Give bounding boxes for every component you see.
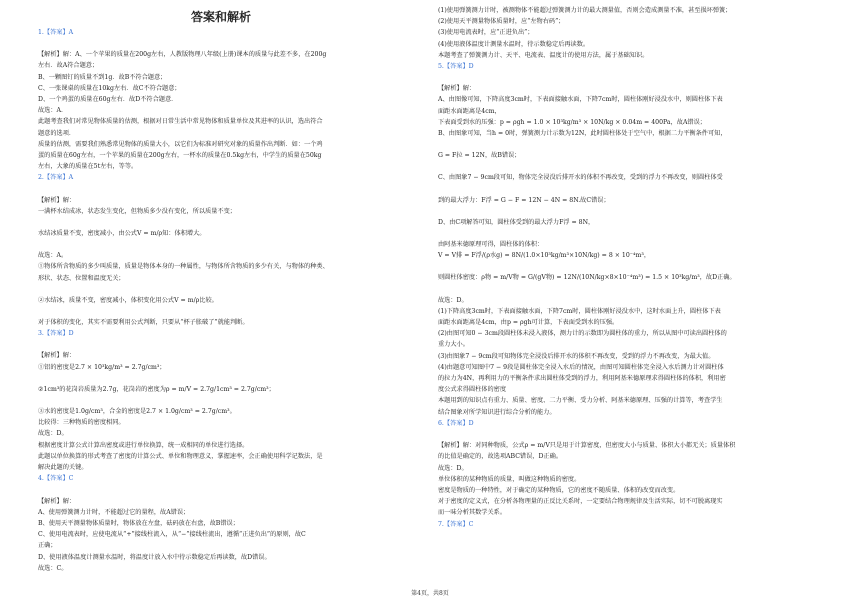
text-line: 左右，大象的质量在5t左右，等等。	[38, 163, 138, 171]
text-line: 形状、状态、位置和温度无关；	[38, 274, 125, 282]
text-line: 故选：D。	[438, 464, 468, 472]
answer-heading: 1.【答案】A	[38, 29, 74, 36]
text-line: ②水结冰，质量不变，密度减小，体积变化用公式V = m/ρ比较。	[38, 296, 218, 304]
text-line: 由阿基米德原理可得，圆柱体的体积：	[438, 241, 544, 249]
text-line: 此题考查我们对常见物体质量的估测，根据对日常生活中常见物体和质量单位及其进率的认识，选出符合	[38, 118, 323, 126]
text-line: (2)使用天平测量物体质量时，应“左物右码”；	[438, 18, 565, 26]
text-line: 结合图象对所学知识进行综合分析的能力。	[438, 408, 556, 416]
text-line: 本题用到的知识点有重力、质量、密度、二力平衡、受力分析、阿基米德原理、压强的计算等，考查学生	[438, 397, 723, 405]
text-line: 度公式求得圆柱体的密度	[438, 386, 507, 394]
text-line: 一满杯水结成冰，状态发生变化，但物质多少没有变化，所以质量不变；	[38, 207, 236, 215]
text-line: 【解析】解：	[38, 352, 76, 360]
page-footer: 第4页，共8页	[411, 590, 449, 597]
spacer	[38, 239, 404, 250]
text-line: V = V排 = F浮/(ρ水g) = 8N/(1.0×10³kg/m³×10N/kg) = 8 × 10⁻⁴m³，	[438, 252, 651, 260]
text-line: 则圆柱体密度：ρ物 = m/V物 = G/(gV物) = 12N/(10N/kg×8×10⁻⁴m³) = 1.5 × 10³kg/m³，故D正确。	[438, 274, 736, 282]
text-line: 下表面受到水的压强：p = ρgh = 1.0 × 10³kg/m³ × 10N/kg × 0.04m = 400Pa，故A错误；	[438, 118, 706, 126]
right-column	[438, 5, 833, 530]
text-line: 单位体积的某种物质的质量，叫做这种物质的密度。	[438, 475, 581, 483]
text-line: ②1cm³的花岗岩质量为2.7g，花岗岩的密度为ρ = m/V = 2.7g/1cm³ = 2.7g/cm³；	[38, 385, 275, 393]
text-line: C、一张课桌的质量在10kg左右．故C不符合题意；	[38, 84, 181, 92]
text-line: B、使用天平测量物体质量时，物体放在左盘，砝码放在右盘，故B错误；	[38, 519, 239, 527]
text-line: 质量的估测，需要我们熟悉常见物体的质量大小，以它们为标准对研究对象的质量作出判断．如：一个鸡	[38, 140, 323, 148]
left-content	[38, 27, 404, 574]
text-line: 【解析】解：	[438, 85, 476, 93]
spacer	[38, 284, 404, 295]
text-line: 面距水面距离是4cm，	[438, 107, 501, 115]
spacer	[438, 228, 833, 239]
text-line: A、由图像可知，下降高度3cm时，下表面接触水面，下降7cm时，圆柱体刚好浸没水中，则圆柱体下表	[438, 96, 723, 104]
text-line: 根据密度计算公式计算出密度或进行单位换算，统一成相同的单位进行选择。	[38, 441, 249, 449]
text-line: 解决此题的关键。	[38, 464, 88, 472]
text-line: (1)下降高度3cm时，下表面接触水面，下降7cm时，圆柱体刚好浸没水中，这时水面上升，圆柱体下表	[438, 307, 721, 315]
text-line: 而一味分析其数学关系。	[438, 509, 507, 517]
text-line: 对于体积的变化，其实不需要利用公式判断，只要从“杯子胀破了”就能判断。	[38, 319, 249, 327]
text-line: A、使用弹簧测力计时，不能超过它的量程，故A错误；	[38, 508, 190, 516]
text-line: 【解析】解：A、一个苹果的质量在200g左右，人教版物理八年级(上册)课本的质量与此差不多，在200g	[38, 51, 327, 59]
spacer	[38, 395, 404, 406]
text-line: 比较得：三种物质的密度相同。	[38, 419, 125, 427]
text-line: 面距水面距离是4cm，由p = ρgh可计算，下表面受到水的压强。	[438, 319, 619, 327]
text-line: 的拉力为4N，再利用力的平衡条件求出圆柱体受到的浮力，利用阿基米德原理求得圆柱体的体积，利用密	[438, 375, 726, 383]
spacer	[438, 184, 833, 195]
spacer	[38, 339, 404, 350]
text-line: 水结冰质量不变，密度减小，由公式V = m/ρ知：体积增大。	[38, 230, 206, 238]
text-line: (3)由图象7 − 9cm段可知物体完全浸没后排开水的体积不再改变，受到的浮力不再改变，为最大值。	[438, 352, 715, 360]
left-column	[38, 9, 404, 574]
spacer	[38, 184, 404, 195]
text-line: 故选：D。	[438, 296, 468, 304]
spacer	[438, 429, 833, 440]
text-line: 对于密度的定义式，在分析各物理量的正反比关系时，一定要结合物理规律及生活实际，切不可脱离现实	[438, 498, 723, 506]
text-line: 蛋的质量在60g左右，一个苹果的质量在200g左右，一杯水的质量在0.5kg左右，中学生的质量在50kg	[38, 152, 322, 160]
spacer	[438, 261, 833, 272]
text-line: B、一颗图钉的质量不到1g．故B不符合题意；	[38, 73, 167, 81]
page-title: 答案和解析	[190, 10, 251, 24]
text-line: 的比值是确定的，故选项ABC错误，D正确。	[438, 453, 563, 461]
answer-heading: 3.【答案】D	[38, 330, 74, 338]
text-line: (4)由题意可知图中7 − 9段是圆柱体完全浸入水后的情况，由图可知圆柱体完全浸入水后测力计对圆柱体	[438, 363, 724, 371]
text-line: 【解析】解：	[38, 497, 76, 505]
text-line: ①物体所含物质的多少叫质量，质量是物体本身的一种属性，与物体所含物质的多少有关，与物体的种类、	[38, 263, 329, 271]
answer-heading: 2.【答案】A	[38, 174, 74, 182]
text-line: 此题以单位换算的形式考查了密度的计算公式、单位和物理意义，掌握速率，会正确使用科学记数法，是	[38, 452, 323, 460]
right-content	[438, 5, 833, 530]
text-line: D、使用液体温度计测量水温时，将温度计放入水中待示数稳定后再读数，故D错误。	[38, 553, 271, 561]
text-line: (1)使用弹簧测力计时，被测物体不能超过弹簧测力计的最大测量值，否则会造成测量不准，甚至损坏弹簧；	[438, 7, 732, 14]
spacer	[38, 485, 404, 496]
text-line: 到的最大浮力：F浮 = G − F = 12N − 4N = 8N.故C错误；	[438, 196, 610, 204]
text-line: (4)使用液体温度计测量水温时，待示数稳定后再读数。	[438, 40, 590, 48]
text-line: 重力大小。	[438, 341, 469, 349]
text-line: 故选：D。	[38, 430, 68, 438]
text-line: 本题考查了弹簧测力计、天平、电流表、温度计的使用方法，属于基础知识。	[438, 51, 649, 59]
text-line: C、使用电流表时，应使电流从“+”接线柱流入，从“−”接线柱流出，遵循“正进负出”的原则，故C	[38, 531, 306, 539]
spacer	[438, 206, 833, 217]
spacer	[438, 139, 833, 150]
text-line: ③水的密度是1.0g/cm³，合金的密度是2.7 × 1.0g/cm³ = 2.7g/cm³。	[38, 408, 236, 416]
spacer	[38, 217, 404, 228]
text-line: 题意的选项．	[38, 129, 76, 137]
text-line: D、一个鸡蛋的质量在60g左右．故D不符合题意．	[38, 96, 178, 104]
text-line: D、由C项解答可知，圆柱体受到的最大浮力F浮 = 8N，	[438, 218, 595, 226]
spacer	[438, 72, 833, 83]
text-line: 故选：C。	[38, 564, 68, 572]
text-line: G = F拉 = 12N，故B错误；	[438, 152, 521, 160]
text-line: 正确；	[38, 542, 57, 550]
text-line: (2)由图可知0 − 3cm段圆柱体未浸入液体，测力计的示数即为圆柱体的重力，所以从图中可读出圆柱体的	[438, 330, 727, 338]
spacer	[38, 373, 404, 384]
text-line: ①铝的密度是2.7 × 10³kg/m³ = 2.7g/cm³；	[38, 363, 166, 371]
text-line: 故选：A．	[38, 107, 68, 115]
text-line: 密度是物质的一种特性，对于确定的某种物质，它的密度不随质量、体积的改变而改变。	[438, 486, 680, 494]
spacer	[438, 284, 833, 295]
answer-heading: 5.【答案】D	[438, 63, 474, 71]
text-line: 左右．故A符合题意；	[38, 62, 99, 70]
text-line: (3)使用电流表时，应“正进负出”；	[438, 29, 534, 37]
text-line: 故选：A。	[38, 252, 68, 260]
text-line: 【解析】解：对同种物质，公式ρ = m/V只是用于计算密度，但密度大小与质量、体积大小都无关；质量体积	[438, 442, 736, 450]
spacer	[38, 38, 404, 49]
answer-heading: 6.【答案】D	[438, 419, 474, 427]
spacer	[438, 161, 833, 172]
text-line: B、由图象可知，当h = 0时，弹簧测力计示数为12N，此时圆柱体处于空气中，根据二力平衡条件可知，	[438, 130, 727, 138]
text-line: C、由图象7 − 9cm段可知，物体完全浸没后排开水的体积不再改变，受到的浮力不再改变，则圆柱体受	[438, 174, 723, 182]
text-line: 【解析】解：	[38, 196, 76, 204]
answer-heading: 4.【答案】C	[38, 475, 74, 483]
answer-heading: 7.【答案】C	[438, 520, 474, 528]
spacer	[38, 306, 404, 317]
